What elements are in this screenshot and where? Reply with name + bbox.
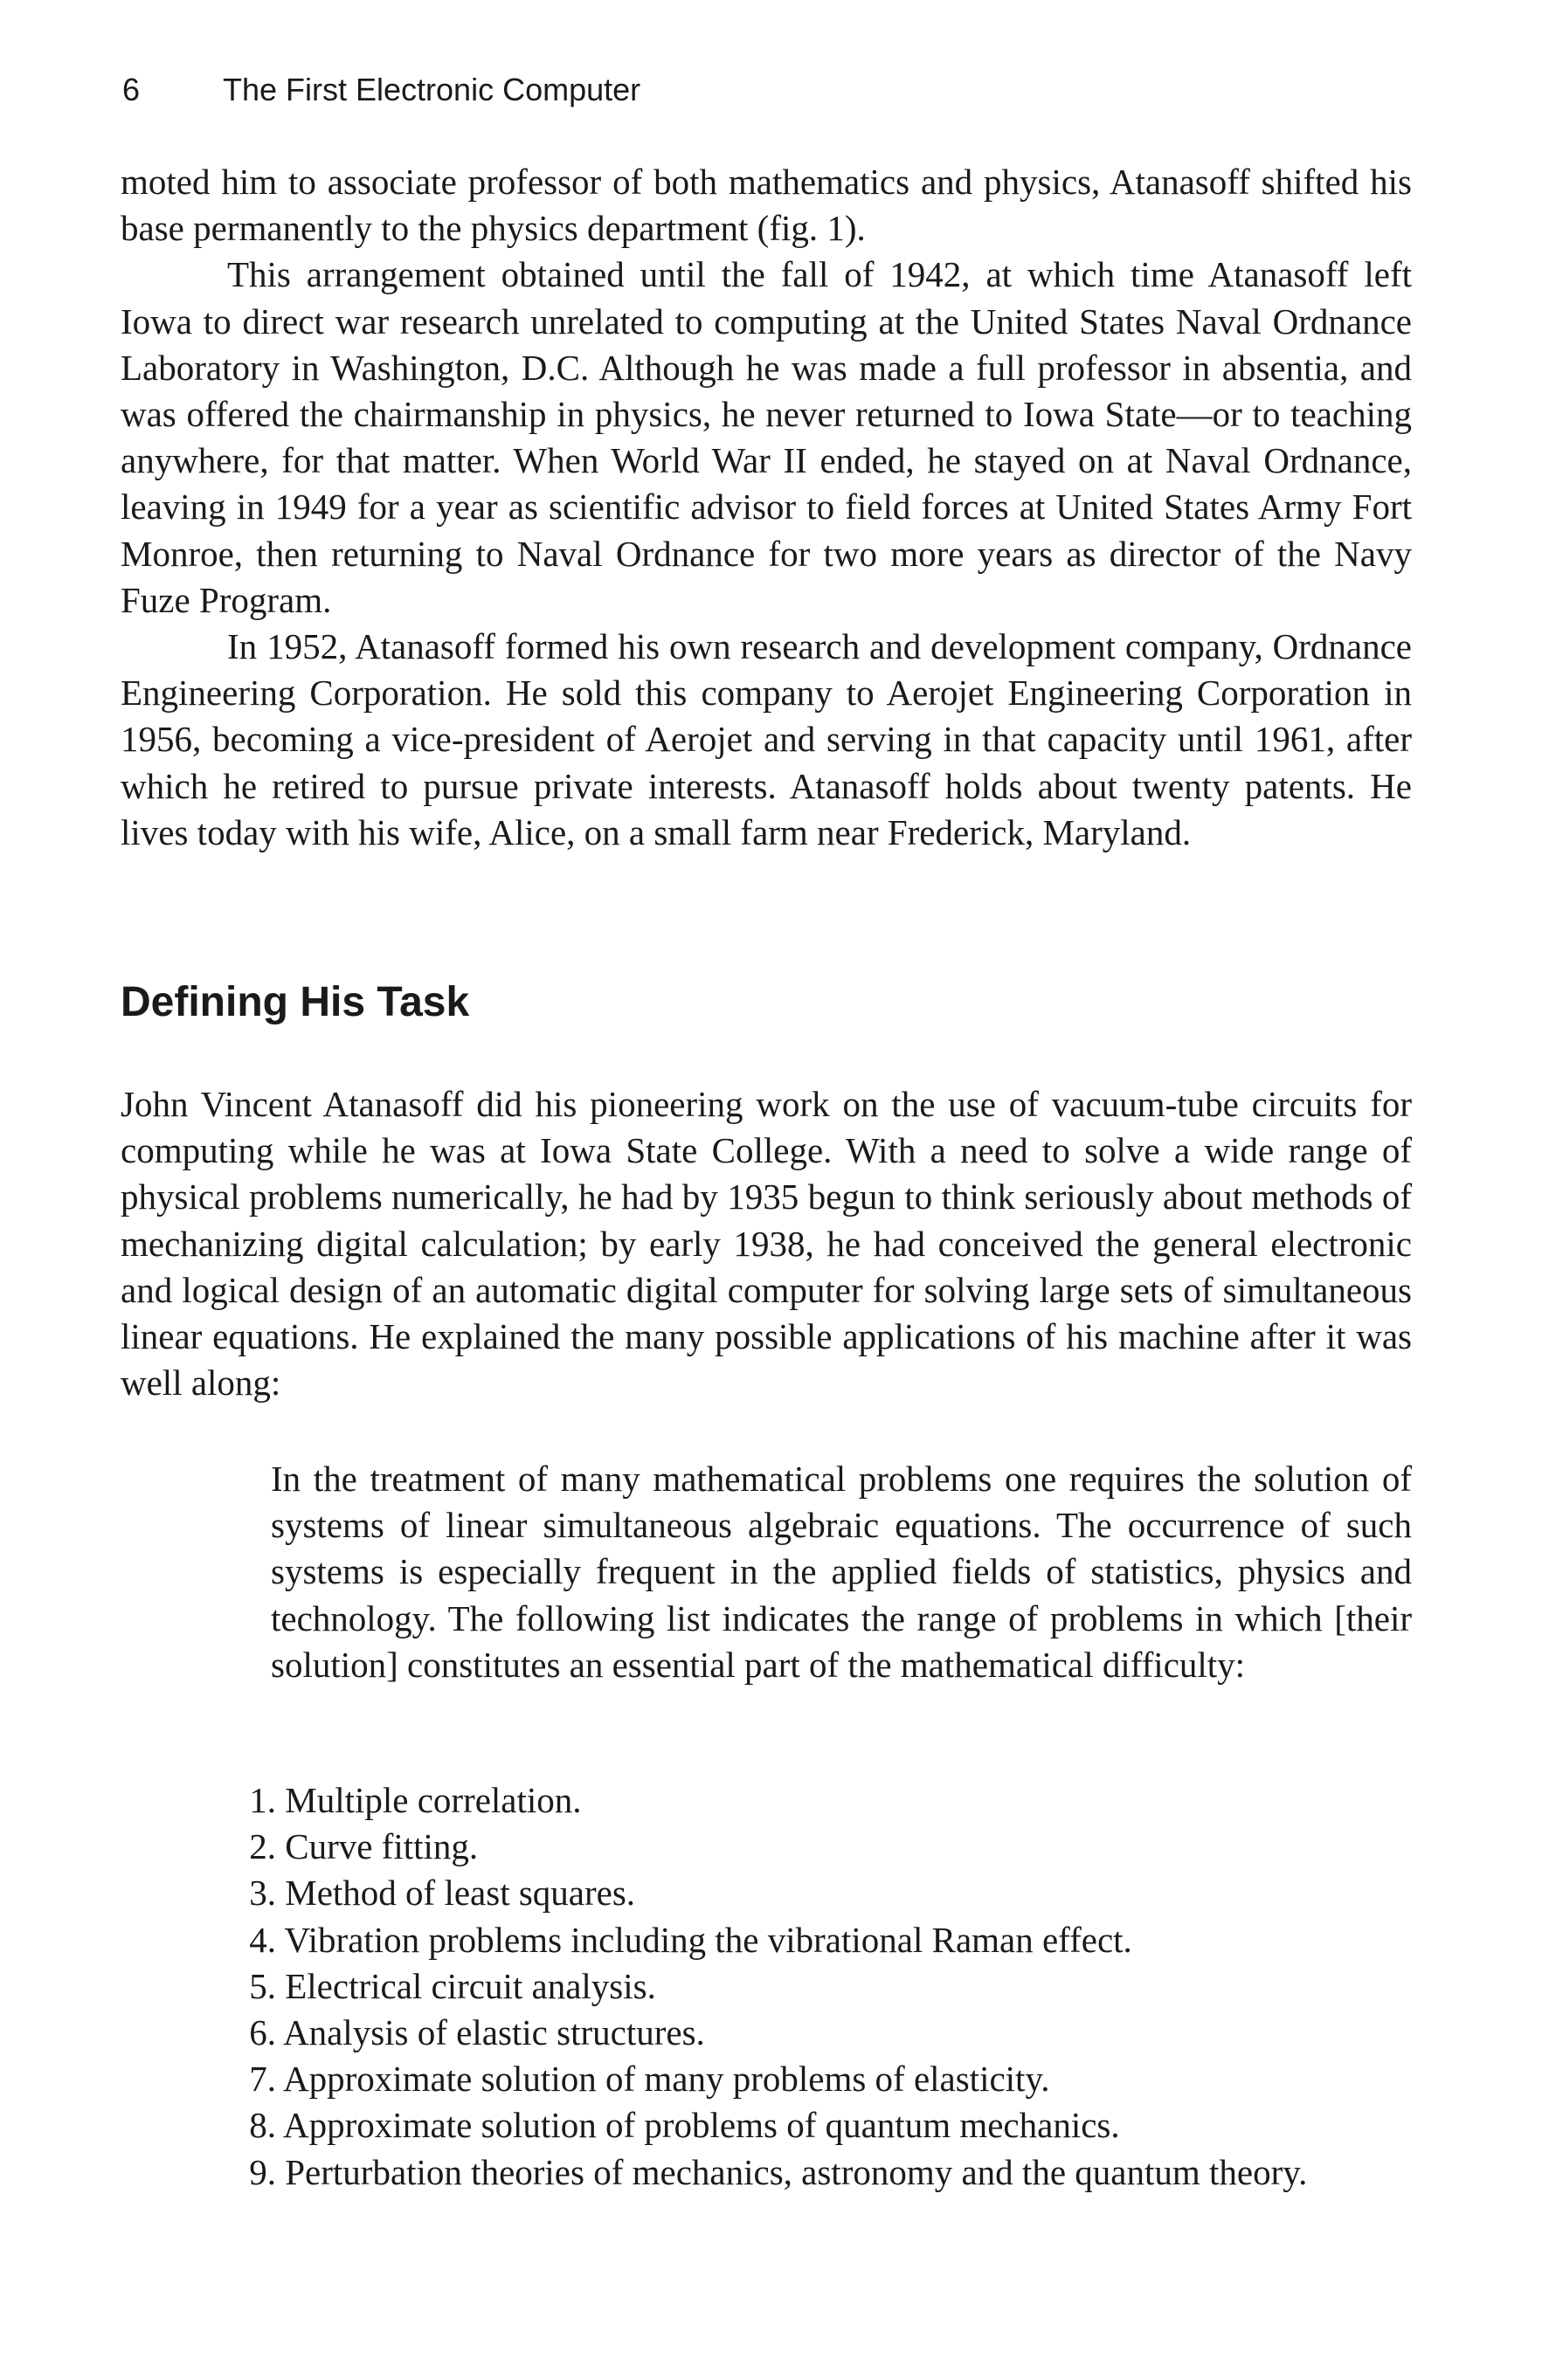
list-item [218, 1777, 1307, 1824]
list-text: Approximate solution of many problems of elasticity. [283, 2059, 1050, 2100]
list-number: 6. [249, 2012, 276, 2053]
list-text: Approximate solution of problems of quantum mechanics. [283, 2105, 1120, 2146]
list-text: Vibration problems including the vibrational Raman effect. [284, 1919, 1132, 1960]
list-text: Analysis of elastic structures. [283, 2012, 705, 2053]
paragraph-continued: moted him to associate professor of both mathematics and physics, Atanasoff shifted his base permanently to the physics department (fig. 1). [121, 162, 1412, 249]
list-number: 9. [249, 2151, 276, 2192]
list-number: 7. [249, 2059, 276, 2100]
running-title: The First Electronic Computer [223, 72, 641, 107]
paragraph-task: John Vincent Atanasoff did his pioneering work on the use of vacuum-tube circuits for computing while he was at Iowa State College. With a need to solve a wide range of physical problems numerically, he had by 1935 begun to think seriously about methods of mechanizing digital calculation; by early 1938, he had conceived the general electronic and logical design of an automatic digital computer for solving large sets of simultaneous linear equations. He explained the many possible applications of his machine after it was well along: [121, 1084, 1412, 1404]
list-text: Multiple correlation. [285, 1780, 582, 1820]
list-number: 2. [249, 1826, 276, 1867]
list-text: Method of least squares. [285, 1873, 636, 1914]
running-head [122, 68, 640, 112]
page-number: 6 [122, 72, 141, 107]
list-number: 8. [249, 2105, 276, 2146]
list-text: Curve fitting. [285, 1826, 479, 1867]
section-text-block [121, 1081, 1412, 1406]
paragraph-career: This arrangement obtained until the fall of 1942, at which time Atanasoff left Iowa to direct war research unrelated to computing at the United States Naval Ordnance Laboratory in Washington, D.C. Although he was made a full professor in absentia, and was offered the chairmanship in physics, he never returned to Iowa State—or to teaching anywhere, for that matter. When World War II ended, he stayed on at Naval Ordnance, leaving in 1949 for a year as scientific advisor to field forces at United States Army Fort Monroe, then returning to Naval Ordnance for two more years as director of the Navy Fuze Program. [121, 254, 1412, 620]
list-number: 3. [249, 1873, 276, 1914]
problem-list [218, 1777, 1307, 2196]
intro-text-block [121, 159, 1412, 856]
list-item [218, 2056, 1307, 2102]
list-item [218, 1963, 1307, 2010]
list-item [218, 1824, 1307, 1870]
list-number: 1. [249, 1780, 276, 1820]
list-number: 5. [249, 1965, 276, 2006]
list-text: Electrical circuit analysis. [285, 1965, 656, 2006]
list-item [218, 2010, 1307, 2056]
list-item [218, 2102, 1307, 2149]
block-quote: In the treatment of many mathematical problems one requires the solution of systems of linear simultaneous algebraic equations. The occurrence of such systems is especially frequent in the applied fields of statistics, physics and technology. The following list indicates the range of problems in which [their solution] constitutes an essential part of the mathematical difficulty: [271, 1459, 1412, 1685]
paragraph-company: In 1952, Atanasoff formed his own research and development company, Ordnance Engineering Corporation. He sold this company to Aerojet Engineering Corporation in 1956, becoming a vice-president of Aerojet and serving in that capacity until 1961, after which he retired to pursue private interests. Atanasoff holds about twenty patents. He lives today with his wife, Alice, on a small farm near Frederick, Maryland. [121, 626, 1412, 852]
list-number: 4. [249, 1919, 276, 1960]
section-heading: Defining His Task [121, 979, 470, 1025]
list-text: Perturbation theories of mechanics, astronomy and the quantum theory. [285, 2151, 1308, 2192]
list-item [218, 1917, 1307, 1963]
list-item [218, 2149, 1307, 2196]
list-item [218, 1870, 1307, 1916]
